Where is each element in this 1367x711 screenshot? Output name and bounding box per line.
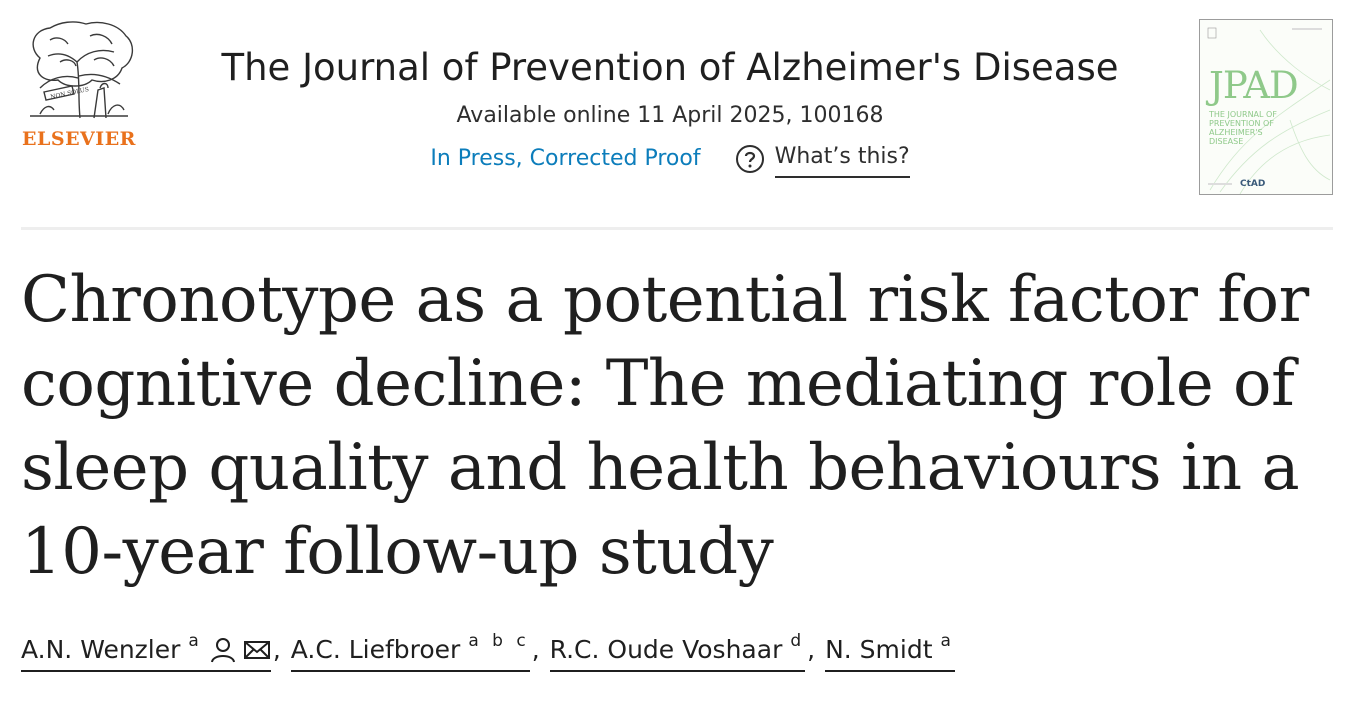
question-circle-icon xyxy=(735,144,765,174)
author-name: R.C. Oude Voshaar xyxy=(549,635,783,664)
cover-acronym: JPAD xyxy=(1209,64,1298,107)
journal-info xyxy=(150,40,1190,178)
author-list xyxy=(21,630,1341,672)
svg-text:CtAD: CtAD xyxy=(1240,179,1266,189)
author-link-liefbroer[interactable] xyxy=(291,630,530,672)
author-link-oude-voshaar[interactable] xyxy=(550,630,806,672)
cover-subtitle: THE JOURNAL OF PREVENTION OF ALZHEIMER'S DISEASE xyxy=(1209,110,1277,146)
cover-decoration-icon xyxy=(1200,20,1332,194)
whats-this-button[interactable] xyxy=(735,140,910,178)
author-affiliation: a xyxy=(940,631,955,651)
person-icon xyxy=(209,636,237,664)
author-affiliation: d xyxy=(790,631,806,651)
article-title: Chronotype as a potential risk factor for cognitive decline: The mediating role of sleep quality and health behaviours in a 10-year follow-up study xyxy=(21,263,1309,589)
availability-date: Available online 11 April 2025, 100168 xyxy=(456,103,884,128)
header-divider xyxy=(21,227,1333,230)
elsevier-tree-icon xyxy=(20,18,138,126)
in-press-link[interactable]: In Press, Corrected Proof xyxy=(430,146,701,171)
svg-text:NON SOLUS: NON SOLUS xyxy=(49,85,90,101)
envelope-icon xyxy=(243,636,271,664)
author-separator: , xyxy=(531,635,540,664)
author-link-wenzler[interactable] xyxy=(21,630,271,672)
whats-this-label: What’s this? xyxy=(775,140,910,178)
author-name: A.C. Liefbroer xyxy=(290,635,461,664)
publisher-logo[interactable] xyxy=(20,18,138,150)
author-separator: , xyxy=(272,635,281,664)
author-link-smidt[interactable] xyxy=(825,630,955,672)
article-header xyxy=(0,0,1367,230)
author-name: A.N. Wenzler xyxy=(21,635,181,664)
journal-title-link[interactable]: The Journal of Prevention of Alzheimer's Disease xyxy=(221,46,1119,89)
author-affiliation: a xyxy=(188,631,203,651)
author-name: N. Smidt xyxy=(825,635,933,664)
article-status-row xyxy=(150,140,1190,178)
journal-cover[interactable] xyxy=(1199,19,1333,195)
publisher-name: ELSEVIER xyxy=(22,128,136,150)
author-affiliation: a b c xyxy=(468,631,530,651)
author-separator: , xyxy=(807,635,816,664)
